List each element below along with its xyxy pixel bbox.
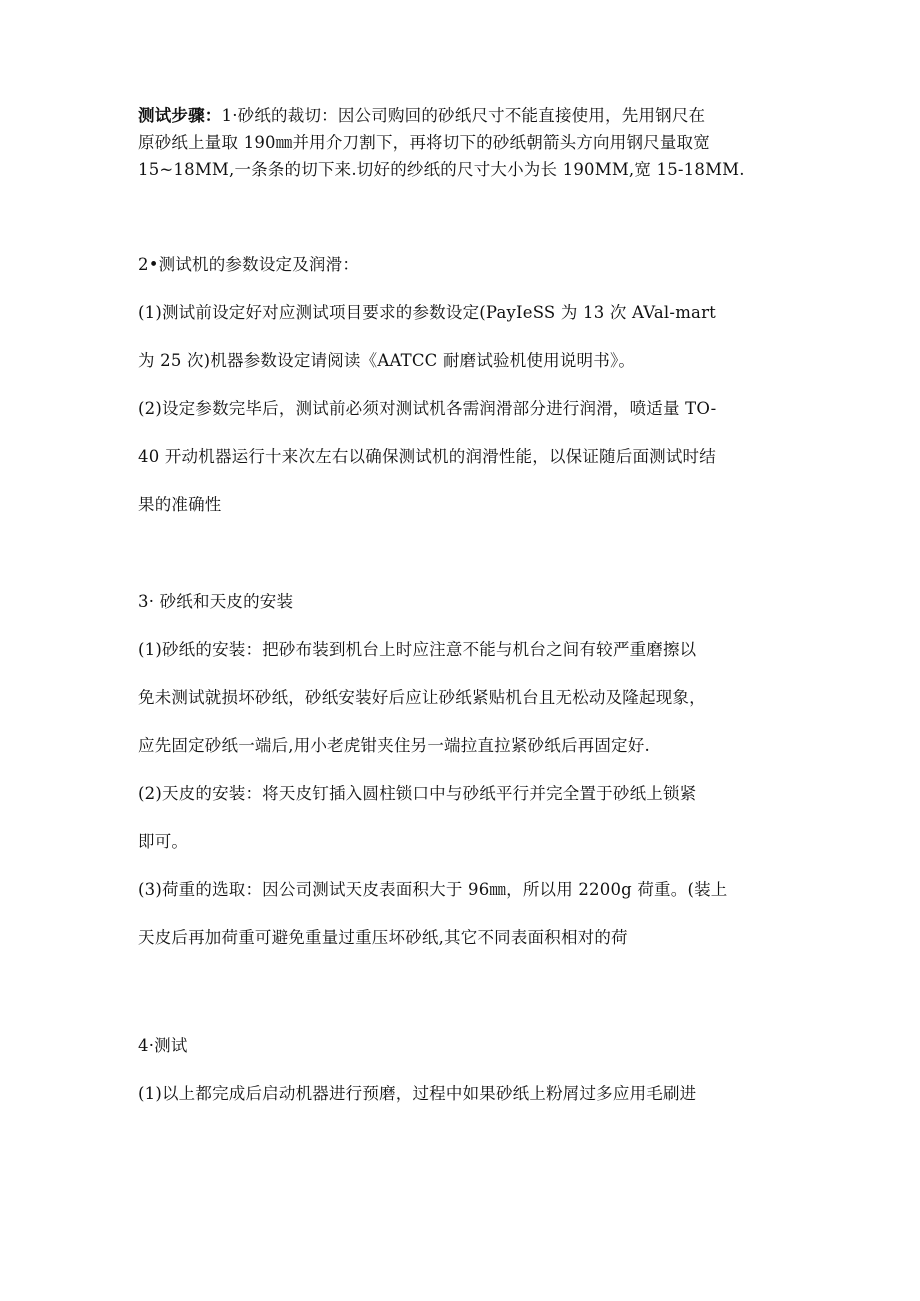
text-line: (2)天皮的安装：将天皮钉插入圆柱锁口中与砂纸平行并完全置于砂纸上锁紧 xyxy=(138,784,697,803)
section-lead: 测试步骤： xyxy=(138,106,222,125)
text-line: 15~18MM,一条条的切下来.切好的纱纸的尺寸大小为长 190MM,宽 15-18MM. xyxy=(138,160,745,179)
section-heading: 3· 砂纸和天皮的安装 xyxy=(138,592,294,611)
section-heading: 2•测试机的参数设定及润滑： xyxy=(138,255,360,274)
text-line: (1)以上都完成后启动机器进行预磨，过程中如果砂纸上粉屑过多应用毛刷进 xyxy=(138,1084,697,1103)
text-line: (1)测试前设定好对应测试项目要求的参数设定(PayIeSS 为 13 次 AVal-mart xyxy=(138,303,716,322)
text-line: 40 开动机器运行十来次左右以确保测试机的润滑性能，以保证随后面测试时结 xyxy=(138,447,716,466)
text-line: 果的准确性 xyxy=(138,495,222,514)
text-line: 为 25 次)机器参数设定请阅读《AATCC 耐磨试验机使用说明书》。 xyxy=(138,351,636,370)
text-line: 免未测试就损坏砂纸，砂纸安装好后应让砂纸紧贴机台且无松动及隆起现象， xyxy=(138,688,706,707)
text-line: 即可。 xyxy=(138,832,189,851)
text-line: 原砂纸上量取 190㎜并用介刀割下，再将切下的砂纸朝箭头方向用钢尺量取宽 xyxy=(138,133,710,152)
text-line: 天皮后再加荷重可避免重量过重压坏砂纸,其它不同表面积相对的荷 xyxy=(138,928,628,947)
text-line: 应先固定砂纸一端后,用小老虎钳夹住另一端拉直拉紧砂纸后再固定好. xyxy=(138,736,650,755)
text-line: (2)设定参数完毕后，测试前必须对测试机各需润滑部分进行润滑，喷适量 TO- xyxy=(138,399,717,418)
text-line: (3)荷重的选取：因公司测试天皮表面积大于 96㎜，所以用 2200g 荷重。(装上 xyxy=(138,880,728,899)
text-line: (1)砂纸的安装：把砂布装到机台上时应注意不能与机台之间有较严重磨擦以 xyxy=(138,640,697,659)
text-line xyxy=(138,105,705,127)
section-heading: 4·测试 xyxy=(138,1036,188,1055)
line-text: 1·砂纸的裁切：因公司购回的砂纸尺寸不能直接使用，先用钢尺在 xyxy=(221,106,706,125)
